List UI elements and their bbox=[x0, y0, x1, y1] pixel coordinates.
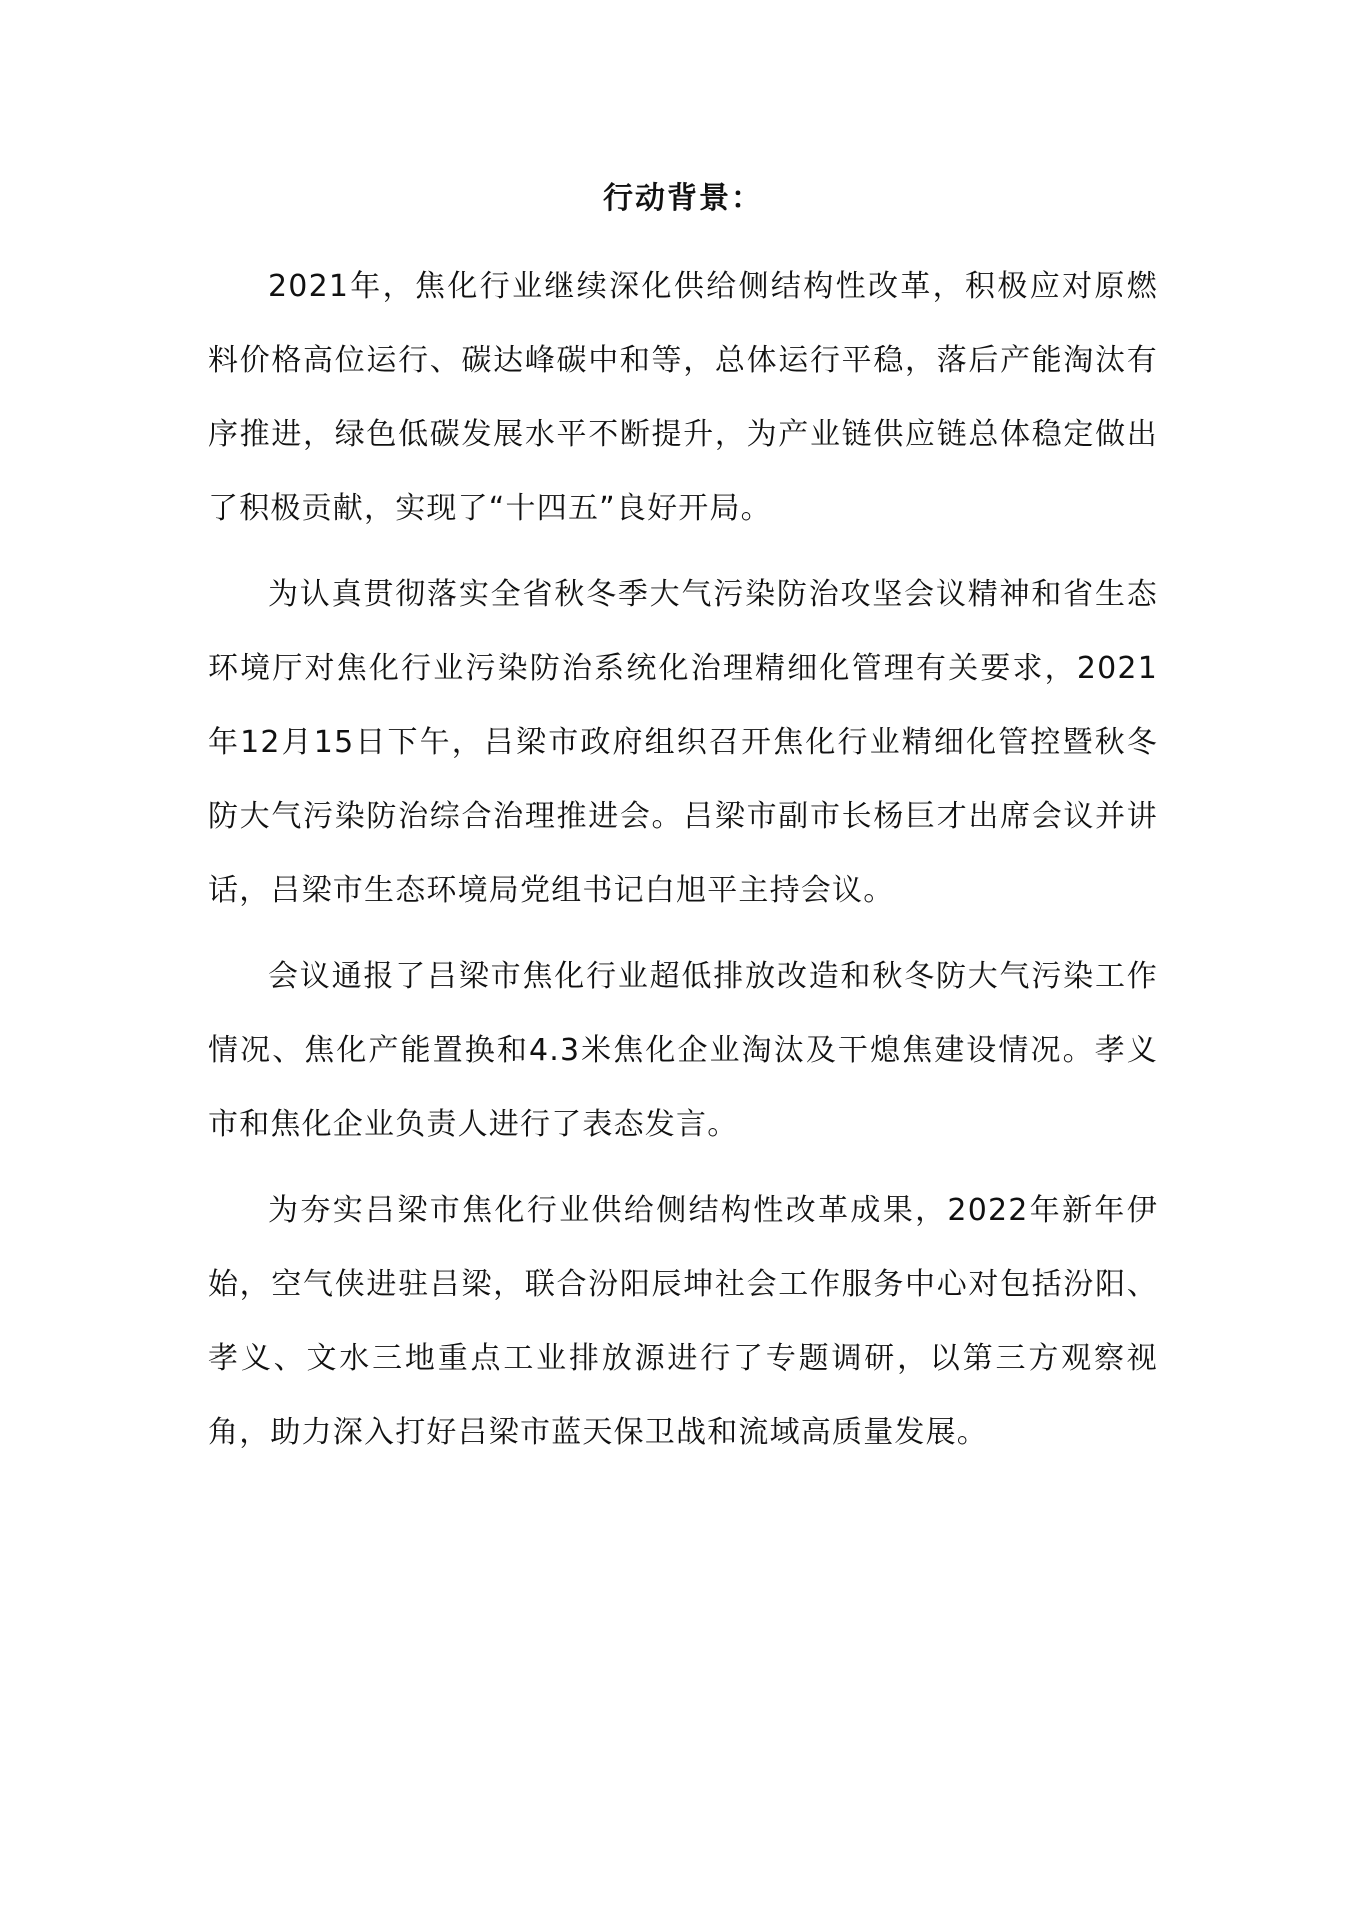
paragraph-industry-overview: 2021年，焦化行业继续深化供给侧结构性改革，积极应对原燃料价格高位运行、碳达峰碳中和等，总体运行平稳，落后产能淘汰有序推进，绿色低碳发展水平不断提升，为产业链供应链总体稳定做出了积极贡献，实现了“十四五”良好开局。 bbox=[208, 269, 1158, 526]
paragraph-meeting-background: 为认真贯彻落实全省秋冬季大气污染防治攻坚会议精神和省生态环境厅对焦化行业污染防治系统化治理精细化管理有关要求，2021年12月15日下午，吕梁市政府组织召开焦化行业精细化管控暨秋冬防大气污染防治综合治理推进会。吕梁市副市长杨巨才出席会议并讲话，吕梁市生态环境局党组书记白旭平主持会议。 bbox=[208, 577, 1158, 908]
paragraph-field-research: 为夯实吕梁市焦化行业供给侧结构性改革成果，2022年新年伊始，空气侠进驻吕梁，联合汾阳辰坤社会工作服务中心对包括汾阳、孝义、文水三地重点工业排放源进行了专题调研，以第三方观察视角，助力深入打好吕梁市蓝天保卫战和流域高质量发展。 bbox=[208, 1193, 1158, 1450]
document-title: 行动背景： bbox=[603, 181, 763, 216]
document-content bbox=[208, 168, 1158, 1470]
paragraph-meeting-report: 会议通报了吕梁市焦化行业超低排放改造和秋冬防大气污染工作情况、焦化产能置换和4.3米焦化企业淘汰及干熄焦建设情况。孝义市和焦化企业负责人进行了表态发言。 bbox=[208, 959, 1158, 1142]
